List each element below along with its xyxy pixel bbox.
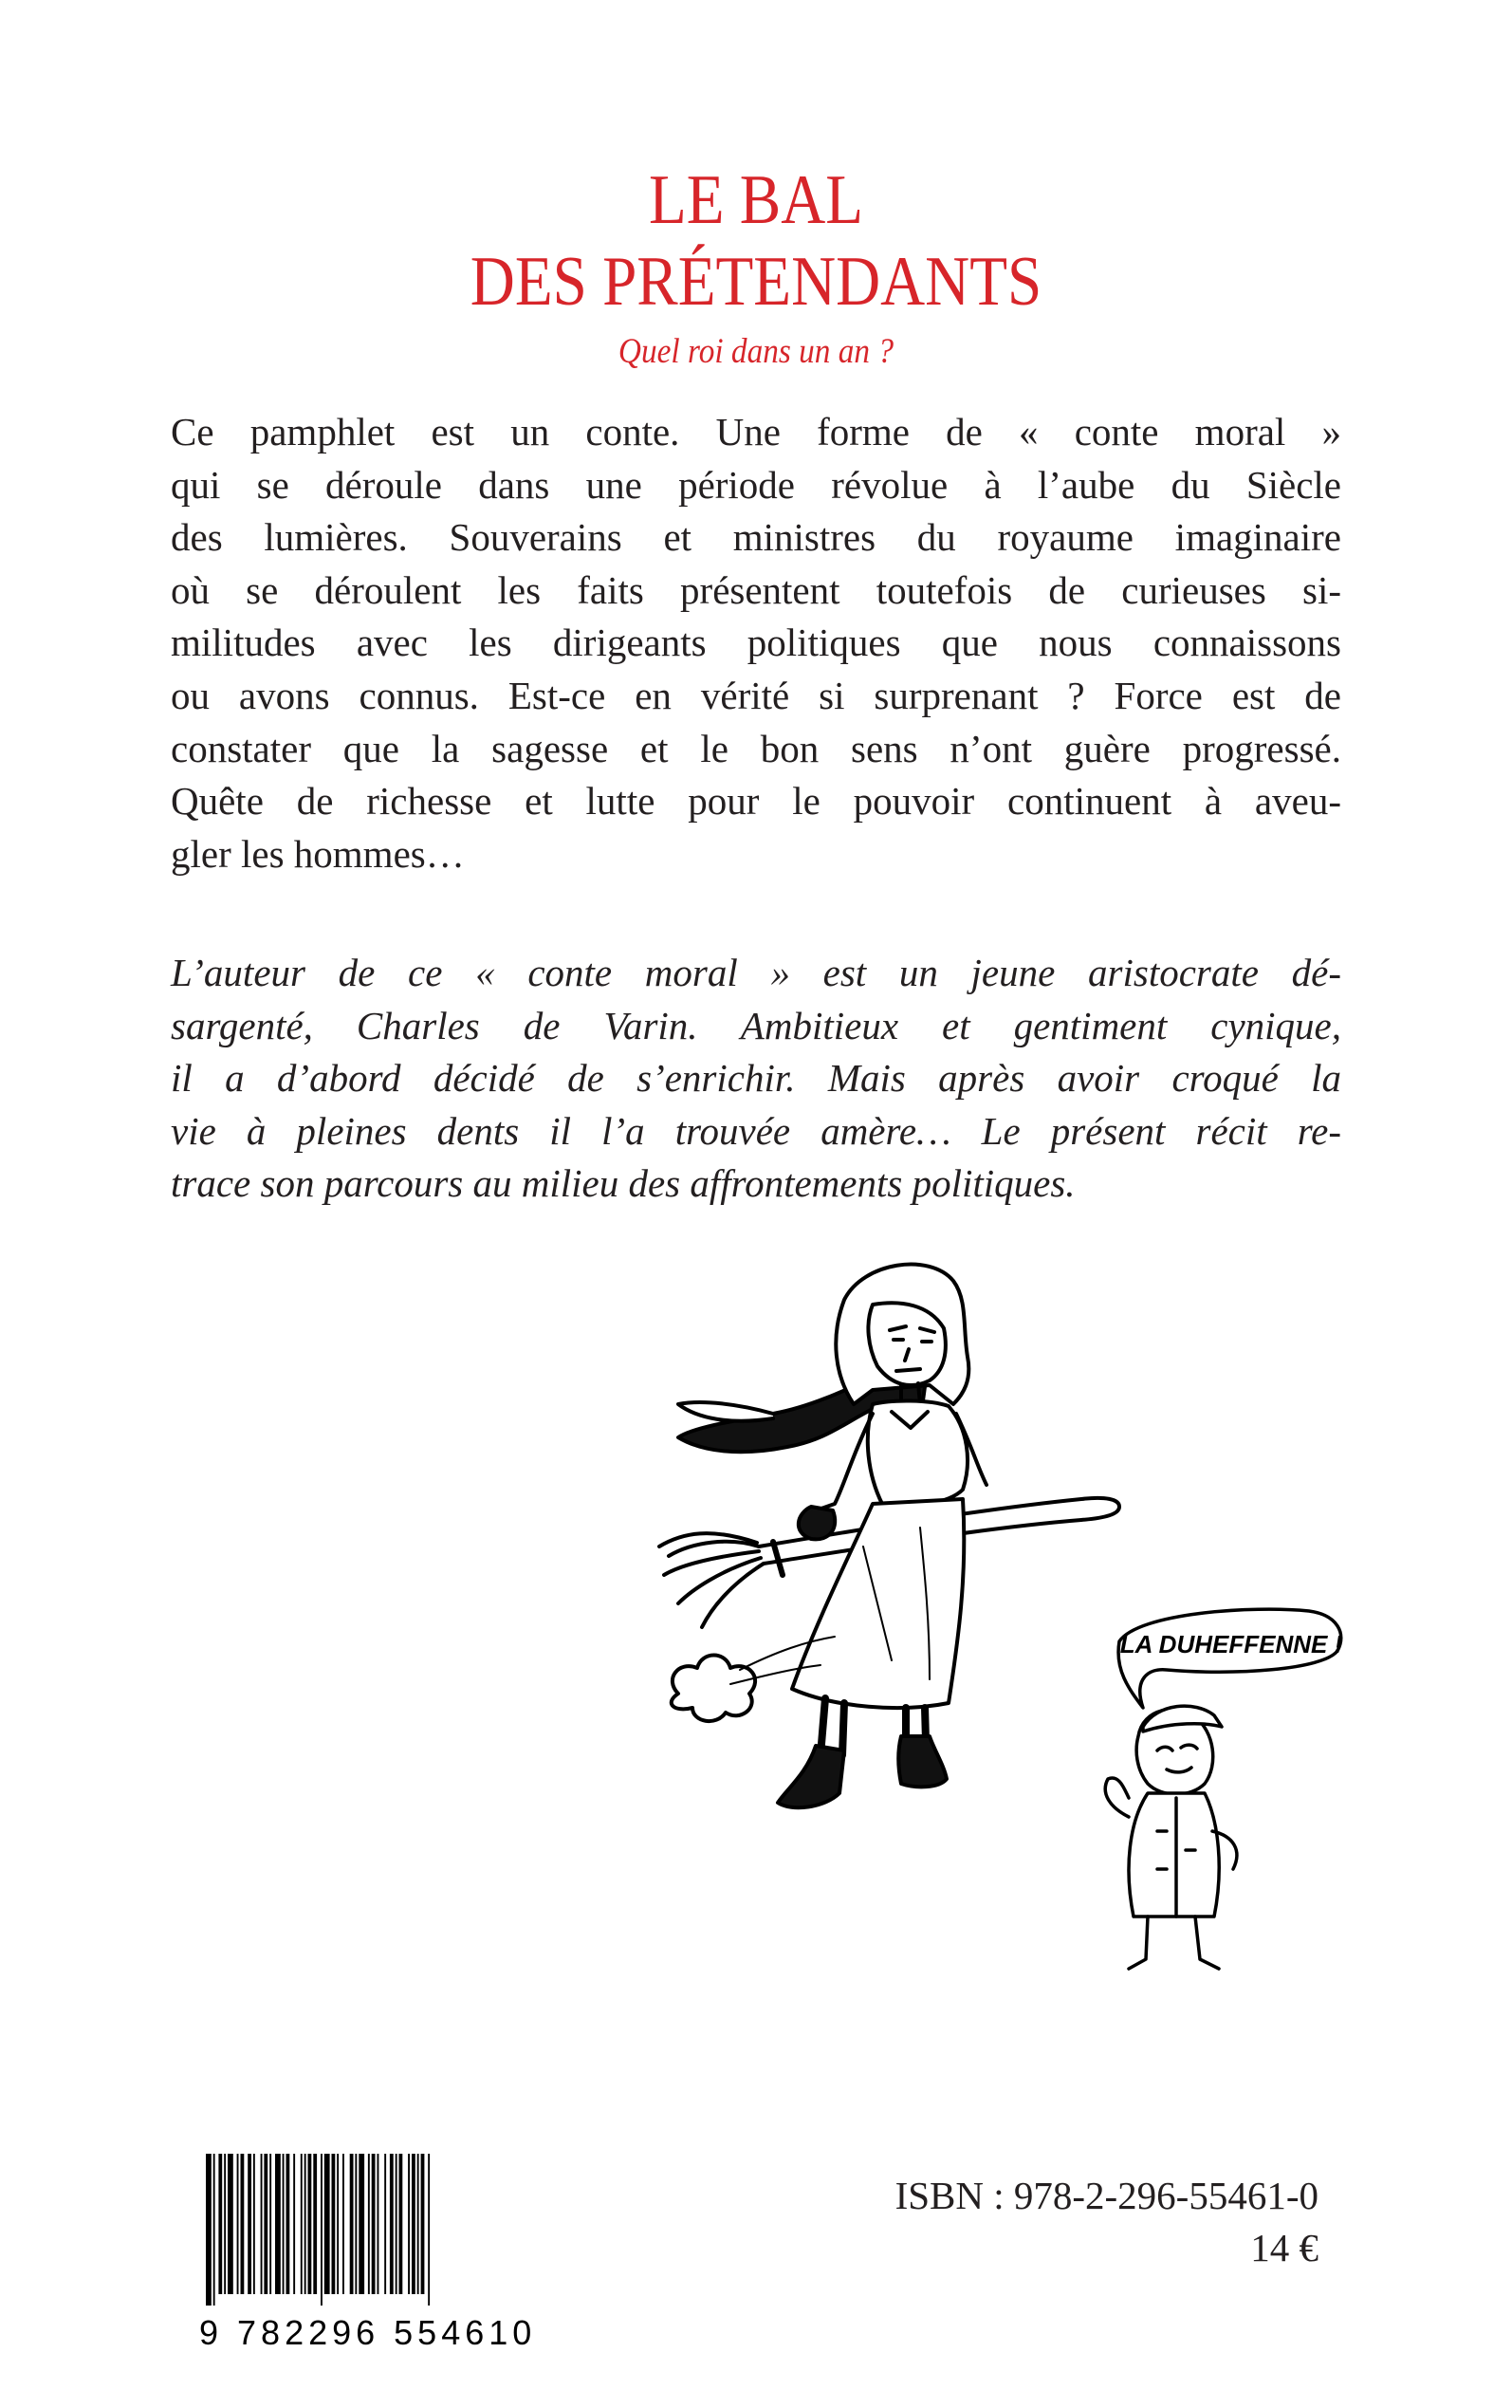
isbn-number: ISBN : 978-2-296-55461-0 (894, 2174, 1318, 2217)
barcode-bar (399, 2154, 403, 2294)
barcode-bar (241, 2154, 245, 2294)
barcode-bar (269, 2154, 271, 2294)
speech-bubble-text: LA DUHEFFENNE ! (1119, 1630, 1343, 1658)
title-block (0, 159, 1512, 376)
barcode-bar (417, 2154, 419, 2294)
barcode-bar (412, 2154, 415, 2294)
blurb-line: constater que la sagesse et le bon sens n’ont guère progressé. (171, 726, 1341, 770)
barcode-bar (313, 2154, 317, 2294)
barcode (204, 2154, 489, 2306)
barcode-bar (308, 2154, 312, 2294)
barcode-bar (337, 2154, 339, 2294)
barcode-bar (261, 2154, 263, 2294)
blurb-line: ou avons connus. Est-ce en vérité si surprenant ? Force est de (171, 673, 1341, 717)
barcode-digits: 9 782296 554610 (199, 2313, 537, 2352)
barcode-bar (396, 2154, 397, 2294)
barcode-bar (355, 2154, 357, 2294)
barcode-bar (428, 2154, 430, 2306)
barcode-bar (304, 2154, 306, 2294)
author-note-line: trace son parcours au milieu des affrontements politiques. (171, 1161, 1076, 1206)
author-note-paragraph (171, 947, 1341, 1211)
barcode-bar (293, 2154, 295, 2294)
motion-puff (672, 1656, 755, 1722)
barcode-bar (321, 2154, 323, 2306)
barcode-bar (342, 2154, 344, 2294)
blurb-line: des lumières. Souverains et ministres du royaume imaginaire (171, 515, 1341, 560)
barcode-bar (384, 2154, 386, 2294)
barcode-bar (248, 2154, 251, 2294)
barcode-bar (372, 2154, 376, 2294)
blurb-line: Ce pamphlet est un conte. Une forme de « conte moral » (171, 410, 1341, 454)
barcode-bar (213, 2154, 215, 2306)
blurb-line: où se déroulent les faits présentent toutefois de curieuses si- (171, 567, 1341, 612)
author-note-line: vie à pleines dents il l’a trouvée amère… Le présent récit re- (171, 1108, 1341, 1153)
barcode-bar (332, 2154, 336, 2294)
barcode-bar (224, 2154, 226, 2294)
blurb-line: gler les hommes… (171, 831, 465, 876)
book-subtitle: Quel roi dans un an ? (618, 332, 894, 371)
bystander-coat (1129, 1793, 1219, 1917)
barcode-bar (390, 2154, 394, 2294)
barcode-bar (301, 2154, 303, 2294)
author-note-line: sargenté, Charles de Varin. Ambitieux et gentiment cynique, (171, 1003, 1341, 1047)
barcode-bar (228, 2154, 233, 2294)
barcode-bar (421, 2154, 425, 2294)
speech-bubble (1118, 1609, 1341, 1708)
barcode-bar (324, 2154, 330, 2294)
book-title-line-1: LE BAL (648, 161, 864, 239)
boot-left (778, 1746, 844, 1807)
barcode-bar (350, 2154, 354, 2294)
bystander-figure (1105, 1609, 1342, 1969)
broom-bristles (659, 1533, 764, 1627)
barcode-bar (408, 2154, 410, 2294)
price: 14 € (1250, 2226, 1318, 2269)
barcode-bar (286, 2154, 290, 2294)
cartoon-illustration (588, 1262, 1470, 2002)
barcode-bar (359, 2154, 364, 2294)
author-note-line: L’auteur de ce « conte moral » est un jeune aristocrate dé- (171, 951, 1341, 994)
blurb-line: militudes avec les dirigeants politiques que nous connaissons (171, 621, 1341, 665)
barcode-bar (237, 2154, 239, 2294)
blurb-line: qui se déroule dans une période révolue à l’aube du Siècle (171, 462, 1341, 507)
blurb-paragraph (171, 406, 1341, 880)
barcode-bar (368, 2154, 370, 2294)
barcode-bar (218, 2154, 222, 2294)
barcode-bar (378, 2154, 379, 2294)
author-note-line: il a d’abord décidé de s’enrichir. Mais après avoir croqué la (171, 1056, 1341, 1101)
barcode-bar (264, 2154, 267, 2294)
barcode-bar (275, 2154, 281, 2294)
torso (868, 1400, 968, 1505)
book-title-line-2: DES PRÉTENDANTS (470, 243, 1042, 321)
barcode-bars (206, 2154, 430, 2306)
witch-figure (659, 1265, 1119, 1808)
barcode-bar (206, 2154, 212, 2306)
barcode-bar (253, 2154, 255, 2294)
blurb-line: Quête de richesse et lutte pour le pouvoir continuent à aveu- (171, 779, 1341, 824)
boot-right (898, 1736, 947, 1787)
barcode-bar (283, 2154, 285, 2294)
